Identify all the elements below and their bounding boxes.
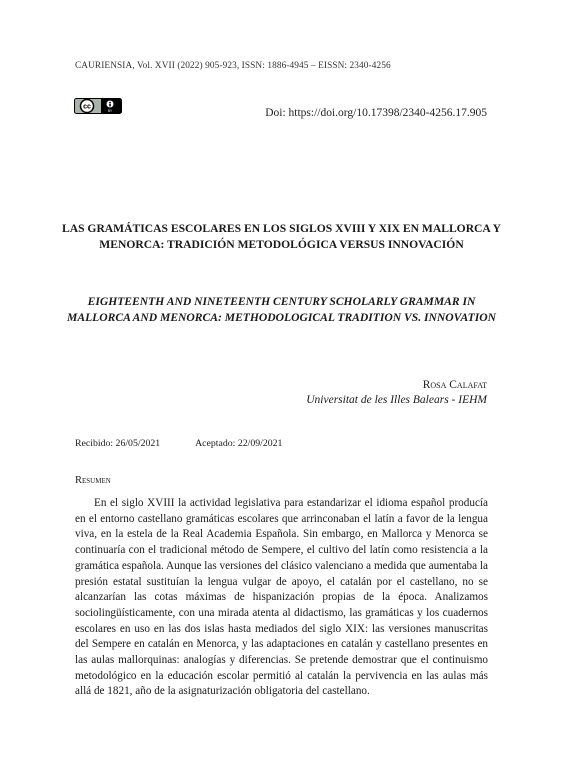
submission-dates <box>75 438 315 449</box>
author-name: Rosa Calafat <box>422 379 487 391</box>
author-affiliation: Universitat de les Illes Balears - IEHM <box>306 394 487 406</box>
received-date: Recibido: 26/05/2021 <box>75 438 161 449</box>
accepted-date: Aceptado: 22/09/2021 <box>195 438 283 449</box>
cc-label: cc <box>83 103 91 111</box>
journal-header: CAURIENSIA, Vol. XVII (2022) 905-923, ISSN: 1886-4945 – EISSN: 2340-4256 <box>75 61 391 71</box>
by-label: BY <box>107 109 113 113</box>
abstract-body: En el siglo XVIII la actividad legislativa para estandarizar el idioma español producía en el entorno castellano gramáticas escolares que arrinconaban el latín a favor de la lengua viva, en la estela de la Real Academia Española. Sin embargo, en Mallorca y Menorca se continuaría con el tradicional método de Sempere, el cultivo del latín como resistencia a la gramática española. Aunque las versiones del clásico valenciano a medida que aumentaba la presión estatal sustituían la lengua vulgar de apoyo, el catalán por el castellano, no se alcanzarían las cotas máximas de hispanización propias de la época. Analizamos sociolingüísticamente, con una mirada atenta al didactismo, las gramáticas y los cuadernos escolares en uso en las dos islas hasta mediados del siglo XIX: las versiones manuscritas del Sempere en catalán en Menorca, y las adaptaciones en catalán y castellano presentes en las aulas mallorquinas: analogías y diferencias. Se pretende demostrar que el continuismo metodológico en la educación escolar permitió al catalán la pervivencia en las aulas más allá de 1821, año de la asignaturización obligatoria del castellano. <box>75 497 488 698</box>
abstract-heading: Resumen <box>75 475 111 486</box>
creative-commons-by-icon[interactable] <box>74 98 122 114</box>
english-title: EIGHTEENTH AND NINETEENTH CENTURY SCHOLARLY GRAMMAR IN MALLORCA AND MENORCA: METHODOLOGICAL TRADITION VS. INNOVATION <box>67 295 496 324</box>
spanish-title: LAS GRAMÁTICAS ESCOLARES EN LOS SIGLOS XVIII Y XIX EN MALLORCA Y MENORCA: TRADICIÓN METODOLÓGICA VERSUS INNOVACIÓN <box>61 222 502 251</box>
doi-link[interactable]: Doi: https://doi.org/10.17398/2340-4256.17.905 <box>265 107 487 119</box>
